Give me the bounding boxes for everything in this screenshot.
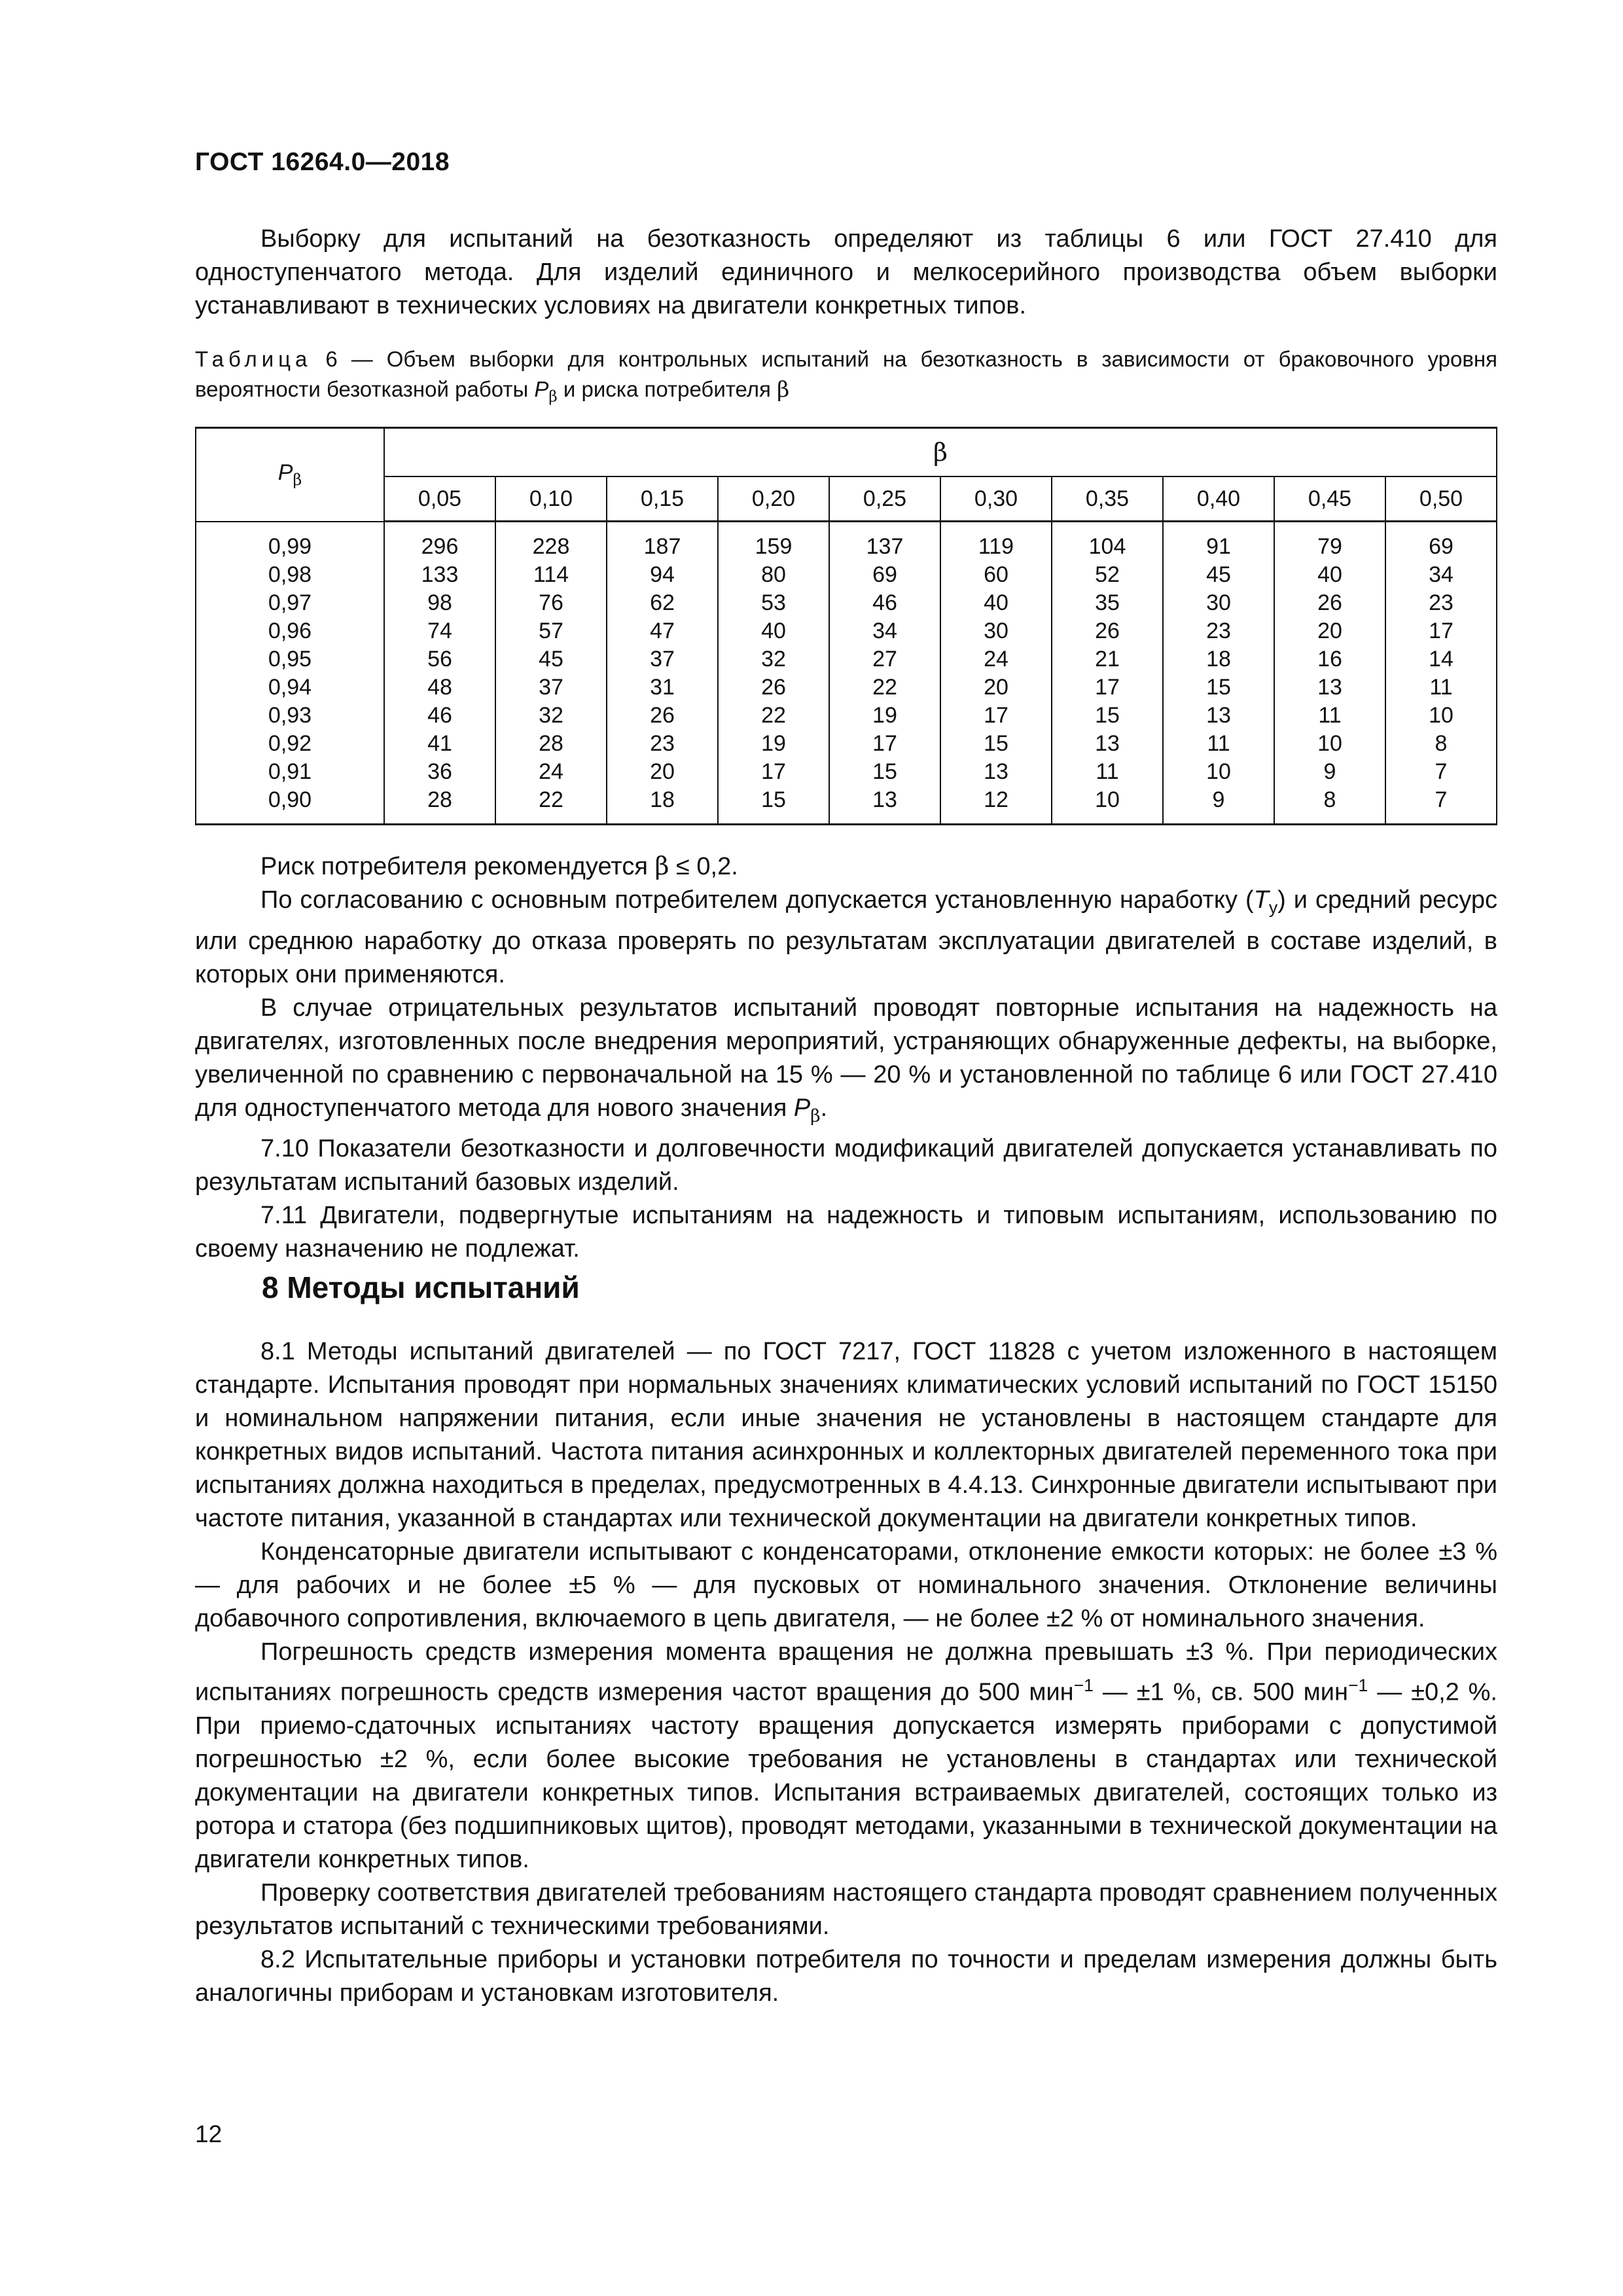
table-cell: 17: [1429, 619, 1454, 643]
beta-value-column: [1385, 522, 1497, 825]
table-cell: 9: [1323, 759, 1336, 784]
p-beta-value: 0,92: [268, 730, 312, 756]
table-cell: 13: [984, 759, 1008, 784]
section-8-body: [195, 1335, 1497, 2010]
table-cell: 20: [984, 675, 1008, 700]
table-cell: 52: [1095, 562, 1120, 587]
table-cell: 98: [427, 590, 452, 615]
table-cell: 7: [1435, 759, 1448, 784]
beta-value-column: [1052, 522, 1163, 825]
table-cell: 35: [1095, 590, 1120, 615]
table-cell: 94: [650, 562, 675, 587]
caption-pb-symbol: P: [534, 377, 549, 401]
beta-value-column: [384, 522, 495, 825]
table-cell: 26: [1317, 590, 1342, 615]
table-cell: 20: [1317, 619, 1342, 643]
table-cell: 22: [539, 787, 563, 812]
agreement-t-sub: у: [1268, 897, 1278, 918]
agreement-paragraph: [195, 884, 1497, 992]
negative-results-paragraph: [195, 992, 1497, 1133]
beta-columns-row: [196, 476, 1497, 522]
after-table-block: [195, 850, 1497, 1266]
table-cell: 114: [533, 562, 569, 587]
caption-tail: и риска потребителя: [563, 377, 771, 401]
table-cell: 21: [1095, 647, 1120, 672]
table-cell: 62: [650, 590, 675, 615]
compliance-paragraph: Проверку соответствия двигателей требованиям настоящего стандарта проводят сравнением полученных результатов испытаний с техническими требованиями.: [195, 1878, 1497, 1940]
table-cell: 28: [427, 787, 452, 812]
table-cell: 47: [650, 619, 675, 643]
agreement-text-pre: По согласованию с основным потребителем допускается установленную наработку (: [260, 886, 1254, 914]
table-cell: 133: [421, 562, 459, 587]
table-cell: 10: [1206, 759, 1231, 784]
table-cell: 9: [1212, 787, 1225, 812]
table-cell: 8: [1435, 731, 1448, 756]
table-cell: 45: [539, 647, 563, 672]
table-cell: 23: [1429, 590, 1454, 615]
table-cell: 8: [1323, 787, 1336, 812]
table-cell: 22: [761, 703, 786, 728]
beta-value-column: [718, 522, 829, 825]
table-cell: 104: [1088, 534, 1126, 559]
table-cell: 14: [1429, 647, 1454, 672]
error-text-1: Погрешность средств измерения момента вращения не должна превышать ±3 %. При периодических испытаниях погрешность средств измерения частот вращения до 500 мин: [195, 1638, 1497, 1706]
table-cell: 17: [872, 731, 897, 756]
table-cell: 17: [1095, 675, 1120, 700]
caption-beta: β: [777, 376, 790, 402]
negative-text: В случае отрицательных результатов испытаний проводят повторные испытания на надежность на двигателях, изготовленных после внедрения мероприятий, устраняющих обнаруженные дефекты, на выборке, увеличенной по сравнению с первоначальной на 15 % — 20 % и установленной по таблице 6 или ГОСТ 27.410 для одноступенчатого метода для нового значения: [195, 994, 1497, 1122]
table-cell: 48: [427, 675, 452, 700]
agreement-text-post: ) и средний ресурс или среднюю наработку до отказа проверять по результатам эксплуатации двигателей в составе изделий, в которых они применяются.: [195, 886, 1497, 988]
p-beta-value: 0,90: [268, 787, 312, 812]
table-cell: 11: [1207, 731, 1230, 756]
table-cell: 23: [650, 731, 675, 756]
p-beta-value: 0,91: [268, 759, 312, 784]
p-beta-value: 0,95: [268, 646, 312, 672]
table-cell: 19: [872, 703, 897, 728]
table-cell: 76: [539, 590, 563, 615]
table-cell: 15: [761, 787, 786, 812]
table-cell: 34: [1429, 562, 1454, 587]
error-sup-2: −1: [1348, 1676, 1368, 1695]
beta-column-header: 0,20: [718, 476, 829, 522]
table-caption-block: [195, 344, 1497, 412]
table-cell: 40: [984, 590, 1008, 615]
table-cell: 15: [1095, 703, 1120, 728]
table-cell: 11: [1096, 759, 1119, 784]
table-cell: 36: [427, 759, 452, 784]
document-header: ГОСТ 16264.0—2018: [195, 148, 450, 176]
table-cell: 30: [984, 619, 1008, 643]
p-beta-value: 0,96: [268, 618, 312, 643]
table-cell: 187: [643, 534, 681, 559]
table-cell: 26: [761, 675, 786, 700]
beta-value-column: [829, 522, 940, 825]
table-cell: 57: [539, 619, 563, 643]
table-cell: 32: [761, 647, 786, 672]
risk-paragraph: [195, 850, 1497, 884]
error-text-3: — ±0,2 %. При приемо-сдаточных испытаниях частоту вращения допускается измерять приборами с допустимой погрешностью ±2 %, если более высокие требования не установлены в стандартах или технической документации на двигатели конкретных типов. Испытания встраиваемых двигателей, состоящих только из ротора и статора (без подшипниковых щитов), проводят методами, указанными в технической документации на двигатели конкретных типов.: [195, 1678, 1497, 1873]
table-cell: 30: [1206, 590, 1231, 615]
table-cell: 34: [872, 619, 897, 643]
section-8-title: 8 Методы испытаний: [262, 1270, 580, 1304]
beta-value-column: [495, 522, 607, 825]
p-beta-value: 0,97: [268, 590, 312, 615]
table-cell: 53: [761, 590, 786, 615]
caption-pb-sub: β: [548, 388, 558, 406]
beta-column-header: 0,50: [1385, 476, 1497, 522]
table-cell: 91: [1206, 534, 1231, 559]
table-cell: 74: [427, 619, 452, 643]
table-cell: 19: [761, 731, 786, 756]
table-cell: 23: [1206, 619, 1231, 643]
clause-7-10: 7.10 Показатели безотказности и долговечности модификаций двигателей допускается устанавливать по результатам испытаний базовых изделий.: [195, 1135, 1497, 1196]
table-cell: 45: [1206, 562, 1231, 587]
table-cell: 15: [1206, 675, 1231, 700]
p-beta-value: 0,98: [268, 562, 312, 587]
beta-value-column: [1274, 522, 1385, 825]
beta-group-header: β: [384, 428, 1497, 477]
table-cell: 56: [427, 647, 452, 672]
beta-value-column: [607, 522, 718, 825]
table-cell: 24: [984, 647, 1008, 672]
p-beta-value: 0,99: [268, 533, 312, 559]
page-number: 12: [195, 2121, 223, 2147]
table-cell: 60: [984, 562, 1008, 587]
error-text-2: — ±1 %, св. 500 мин: [1093, 1678, 1349, 1706]
table-cell: 80: [761, 562, 786, 587]
table-cell: 159: [755, 534, 793, 559]
table-cell: 17: [761, 759, 786, 784]
table-cell: 228: [532, 534, 570, 559]
risk-text-pre: Риск потребителя рекомендуется: [260, 853, 648, 880]
table-cell: 26: [1095, 619, 1120, 643]
table-cell: 12: [984, 787, 1008, 812]
table-cell: 13: [1095, 731, 1120, 756]
clause-8-1: 8.1 Методы испытаний двигателей — по ГОСТ 7217, ГОСТ 11828 с учетом изложенного в настоящем стандарте. Испытания проводят при нормальных значениях климатических условий испытаний по ГОСТ 15150 и номинальном напряжении питания, если иные значения не установлены в настоящем стандарте для конкретных видов испытаний. Частота питания асинхронных и коллекторных двигателей переменного тока при испытаниях должна находиться в пределах, предусмотренных в 4.4.13. Синхронные двигатели испытывают при частоте питания, указанной в стандартах или технической документации на двигатели конкретных типов.: [195, 1338, 1497, 1532]
table-cell: 10: [1317, 731, 1342, 756]
table-cell: 119: [978, 534, 1014, 559]
table-cell: 69: [1429, 534, 1454, 559]
table-cell: 41: [427, 731, 452, 756]
table-cell: 7: [1435, 787, 1448, 812]
p-beta-value: 0,94: [268, 674, 312, 700]
table-cell: 79: [1317, 534, 1342, 559]
table-cell: 296: [421, 534, 459, 559]
row-header-cell: [196, 428, 384, 522]
table-cell: 18: [650, 787, 675, 812]
table-cell: 11: [1429, 675, 1453, 700]
table-caption: [195, 344, 1497, 412]
table-cell: 15: [984, 731, 1008, 756]
table-cell: 28: [539, 731, 563, 756]
beta-column-header: 0,35: [1052, 476, 1163, 522]
table-cell: 32: [539, 703, 563, 728]
intro-block: [195, 223, 1497, 323]
table-cell: 37: [650, 647, 675, 672]
beta-column-header: 0,15: [607, 476, 718, 522]
table-cell: 20: [650, 759, 675, 784]
table-cell: 18: [1206, 647, 1231, 672]
table-cell: 24: [539, 759, 563, 784]
clause-8-2: 8.2 Испытательные приборы и установки потребителя по точности и пределам измерения должны быть аналогичны приборам и установкам изготовителя.: [195, 1945, 1497, 2007]
table-cell: 31: [650, 675, 675, 700]
beta-column-header: 0,05: [384, 476, 495, 522]
negative-p-sub: β: [810, 1105, 821, 1126]
beta-column-header: 0,30: [940, 476, 1052, 522]
intro-paragraph: Выборку для испытаний на безотказность определяют из таблицы 6 или ГОСТ 27.410 для одноступенчатого метода. Для изделий единичного и мелкосерийного производства объем выборки устанавливают в технических условиях на двигатели конкретных типов.: [195, 225, 1497, 319]
row-header-symbol: P: [277, 460, 293, 486]
table-cell: 10: [1095, 787, 1120, 812]
p-beta-column: [196, 522, 384, 825]
negative-p-symbol: P: [793, 1094, 811, 1122]
beta-value-column: [940, 522, 1052, 825]
table-cell: 17: [984, 703, 1008, 728]
risk-text-post: ≤ 0,2.: [676, 853, 738, 880]
table-cell: 27: [872, 647, 897, 672]
table-cell: 46: [427, 703, 452, 728]
table-cell: 22: [872, 675, 897, 700]
table-cell: 15: [872, 759, 897, 784]
table-cell: 11: [1318, 703, 1342, 728]
table-cell: 13: [1206, 703, 1231, 728]
table-cell: 13: [1317, 675, 1342, 700]
table-caption-text: 6 — Объем выборки для контрольных испытаний на безотказность в зависимости от браковочного уровня вероятности безотказной работы: [195, 347, 1498, 401]
sample-size-table: [195, 427, 1497, 825]
table-cell: 137: [866, 534, 904, 559]
beta-value-column: [1163, 522, 1274, 825]
clause-7-11: 7.11 Двигатели, подвергнутые испытаниям на надежность и типовым испытаниям, использованию по своему назначению не подлежат.: [195, 1202, 1497, 1263]
p-beta-value: 0,93: [268, 702, 312, 728]
beta-column-header: 0,40: [1163, 476, 1274, 522]
row-header-sub: β: [293, 471, 302, 490]
beta-column-header: 0,25: [829, 476, 940, 522]
error-sup-1: −1: [1073, 1676, 1094, 1695]
table-cell: 10: [1429, 703, 1454, 728]
beta-column-header: 0,45: [1274, 476, 1385, 522]
table-cell: 40: [1317, 562, 1342, 587]
table-cell: 16: [1317, 647, 1342, 672]
capacitor-paragraph: Конденсаторные двигатели испытывают с конденсаторами, отклонение емкости которых: не более ±3 % — для рабочих и не более ±5 % — для пусковых от номинального значения. Отклонение величины добавочного сопротивления, включаемого в цепь двигателя, — не более ±2 % от номинального значения.: [195, 1538, 1497, 1632]
table-caption-label: Таблица: [195, 347, 312, 371]
table-cell: 37: [539, 675, 563, 700]
error-paragraph: [195, 1636, 1497, 1876]
table-cell: 40: [761, 619, 786, 643]
table-cell: 13: [872, 787, 897, 812]
agreement-t-symbol: T: [1253, 886, 1269, 914]
table-cell: 69: [872, 562, 897, 587]
risk-beta: β: [654, 852, 669, 880]
beta-column-header: 0,10: [495, 476, 607, 522]
table-cell: 46: [872, 590, 897, 615]
table-cell: 26: [650, 703, 675, 728]
table-body: [196, 522, 1497, 825]
negative-text-end: .: [820, 1094, 828, 1122]
